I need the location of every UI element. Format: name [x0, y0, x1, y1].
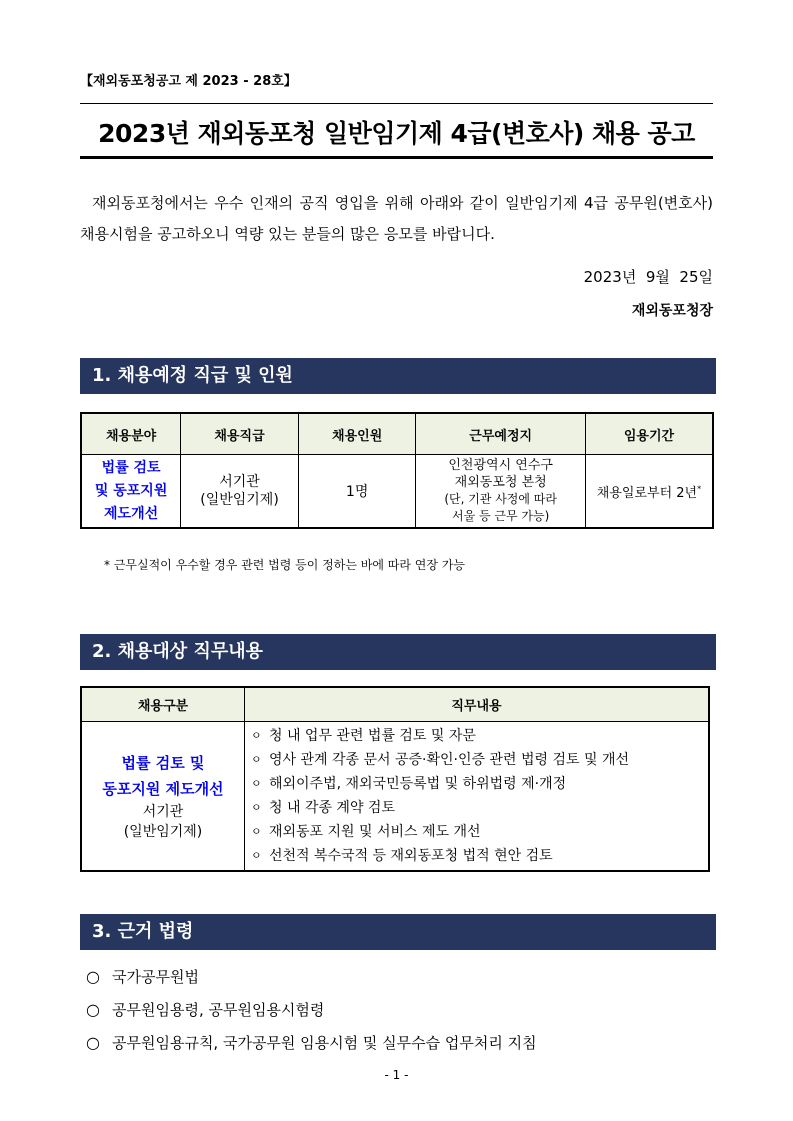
- law-list: [86, 960, 537, 1059]
- table-row: [81, 455, 713, 529]
- cell-grade: 서기관 (일반임기제): [181, 455, 299, 529]
- list-item: ㅇ 영사 관계 각종 문서 공증·확인·인증 관련 법령 검토 및 개선: [250, 752, 629, 768]
- header-location: 근무예정지: [416, 413, 585, 455]
- table-header-row: [81, 413, 713, 455]
- intro-paragraph: [80, 188, 713, 250]
- header-count: 채용인원: [298, 413, 416, 455]
- header-field: 채용분야: [81, 413, 181, 455]
- list-item: ○ 공무원임용령, 공무원임용시험령: [86, 1000, 325, 1019]
- page-title: 2023년 재외동포청 일반임기제 4급(변호사) 채용 공고: [98, 119, 695, 148]
- cell-period: 채용일로부터 2년*: [585, 455, 713, 529]
- notice-date: 2023년 9월 25일: [583, 268, 713, 286]
- section-3-heading: 3. 근거 법령: [80, 914, 716, 950]
- recruitment-table: [80, 412, 714, 529]
- issuer: 재외동포청장: [631, 303, 713, 319]
- cell-duties: [244, 722, 709, 872]
- header-grade: 채용직급: [181, 413, 299, 455]
- list-item: ㅇ 청 내 각종 계약 검토: [250, 800, 395, 816]
- duties-table: [80, 686, 710, 872]
- header-period: 임용기간: [585, 413, 713, 455]
- list-item: ○ 공무원임용규칙, 국가공무원 임용시험 및 실무수습 업무처리 지침: [86, 1033, 537, 1052]
- list-item: ㅇ 해외이주법, 재외국민등록법 및 하위법령 제·개정: [250, 776, 567, 792]
- cell-field: 법률 검토 및 동포지원 제도개선: [81, 455, 181, 529]
- table-row: [81, 722, 709, 872]
- section-2-heading: 2. 채용대상 직무내용: [80, 634, 716, 670]
- header-category: 채용구분: [81, 687, 244, 722]
- list-item: ○ 국가공무원법: [86, 967, 199, 986]
- list-item: ㅇ 재외동포 지원 및 서비스 제도 개선: [250, 824, 481, 840]
- page-number: - 1 -: [384, 1068, 409, 1082]
- section-1-heading: 1. 채용예정 직급 및 인원: [80, 358, 716, 394]
- header-duties: 직무내용: [244, 687, 709, 722]
- title-rule-top: [80, 103, 713, 104]
- intro-text: 재외동포청에서는 우수 인재의 공직 영입을 위해 아래와 같이 일반임기제 4급 공무원(변호사) 채용시험을 공고하오니 역량 있는 분들의 많은 응모를 바랍니다.: [80, 194, 713, 243]
- list-item: ㅇ 선천적 복수국적 등 재외동포청 법적 현안 검토: [250, 848, 553, 864]
- cell-count: 1명: [298, 455, 416, 529]
- title-rule-bottom: [80, 156, 713, 159]
- list-item: ㅇ 청 내 업무 관련 법률 검토 및 자문: [250, 728, 476, 744]
- table-header-row: [81, 687, 709, 722]
- notice-number: 【재외동포청공고 제 2023 - 28호】: [80, 74, 297, 89]
- footnote: * 근무실적이 우수할 경우 관련 법령 등이 정하는 바에 따라 연장 가능: [104, 558, 465, 572]
- cell-location: 인천광역시 연수구 재외동포청 본청 (단, 기관 사정에 따라 서울 등 근무 가능): [416, 455, 585, 529]
- cell-category: 법률 검토 및 동포지원 제도개선 서기관 (일반임기제): [81, 722, 244, 872]
